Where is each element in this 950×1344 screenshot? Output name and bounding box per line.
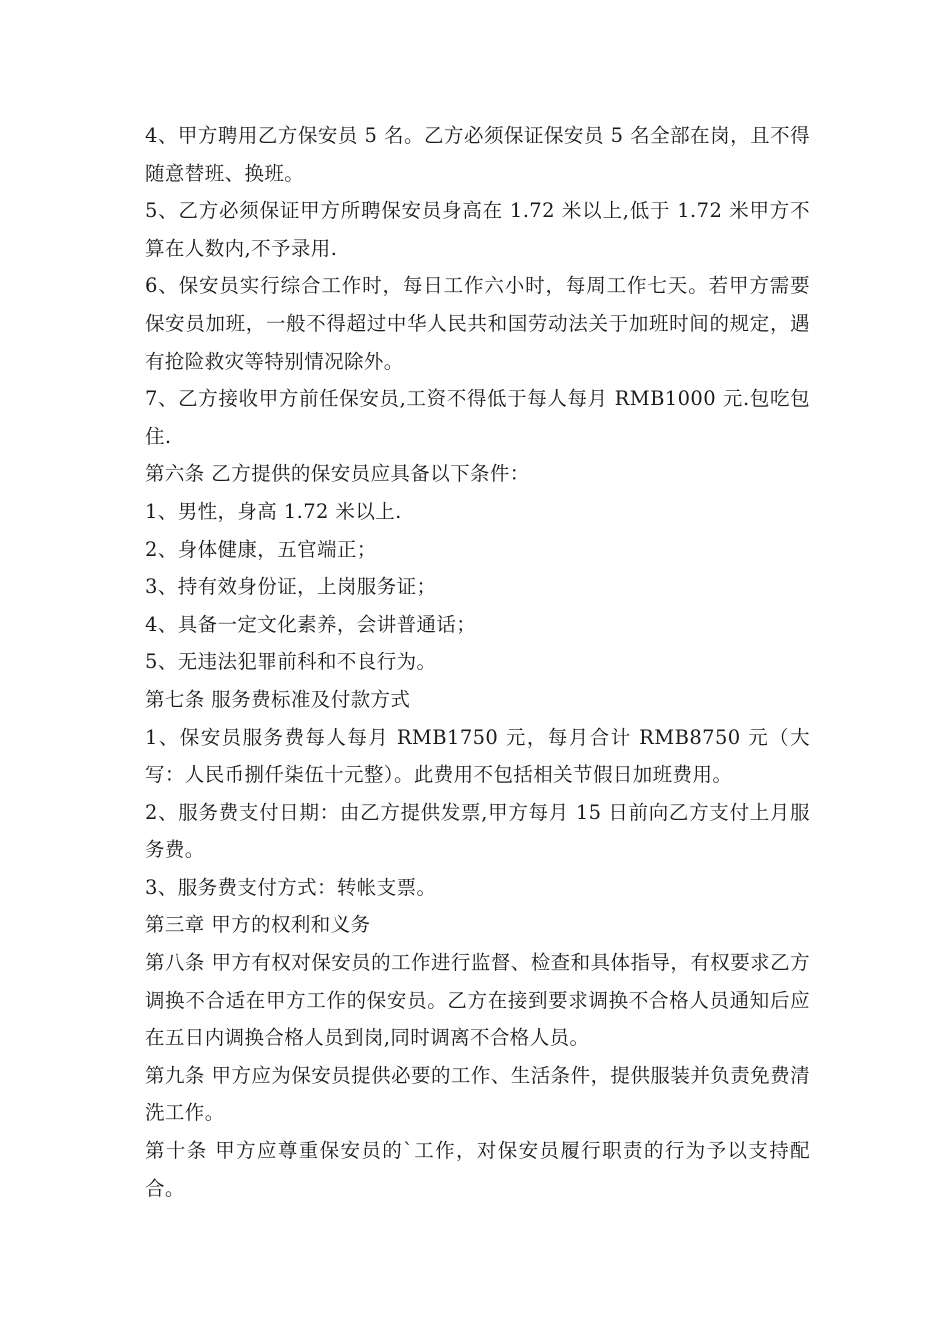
article-7-item-1: 1、保安员服务费每人每月 RMB1750 元，每月合计 RMB8750 元（大写：人民币捌仟柒伍十元整）。此费用不包括相关节假日加班费用。 (145, 725, 810, 787)
article-6-item-1: 1、男性，身高 1.72 米以上. (145, 499, 402, 523)
chapter-3-heading: 第三章 甲方的权利和义务 (145, 913, 371, 937)
clause-7-previous-guards: 7、乙方接收甲方前任保安员,工资不得低于每人每月 RMB1000 元.包吃包住. (145, 387, 810, 448)
article-6-item-2: 2、身体健康，五官端正； (145, 537, 377, 561)
article-6-item-4: 4、具备一定文化素养，会讲普通话； (145, 612, 477, 636)
article-7-heading: 第七条 服务费标准及付款方式 (145, 687, 411, 711)
clause-4-staff-count: 4、甲方聘用乙方保安员 5 名。乙方必须保证保安员 5 名全部在岗，且不得随意替班、换班。 (145, 124, 810, 185)
article-7-item-2: 2、服务费支付日期：由乙方提供发票,甲方每月 15 日前向乙方支付上月服务费。 (145, 800, 810, 862)
article-9: 第九条 甲方应为保安员提供必要的工作、生活条件，提供服装并负责免费清洗工作。 (145, 1063, 810, 1125)
article-8: 第八条 甲方有权对保安员的工作进行监督、检查和具体指导，有权要求乙方调换不合适在甲方工作的保安员。乙方在接到要求调换不合格人员通知后应在五日内调换合格人员到岗,同时调离不合格人员。 (145, 951, 810, 1050)
document-body (145, 117, 810, 1207)
article-7-item-3: 3、服务费支付方式：转帐支票。 (145, 875, 437, 899)
article-10: 第十条 甲方应尊重保安员的`工作，对保安员履行职责的行为予以支持配合。 (145, 1139, 810, 1200)
article-6-heading: 第六条 乙方提供的保安员应具备以下条件： (145, 462, 530, 486)
article-6-item-5: 5、无违法犯罪前科和不良行为。 (145, 650, 437, 674)
article-6-item-3: 3、持有效身份证，上岗服务证； (145, 575, 437, 599)
clause-5-height-requirement: 5、乙方必须保证甲方所聘保安员身高在 1.72 米以上,低于 1.72 米甲方不算在人数内,不予录用. (145, 199, 810, 260)
clause-6-working-hours: 6、保安员实行综合工作时，每日工作六小时，每周工作七天。若甲方需要保安员加班，一般不得超过中华人民共和国劳动法关于加班时间的规定，遇有抢险救灾等特别情况除外。 (145, 274, 810, 373)
